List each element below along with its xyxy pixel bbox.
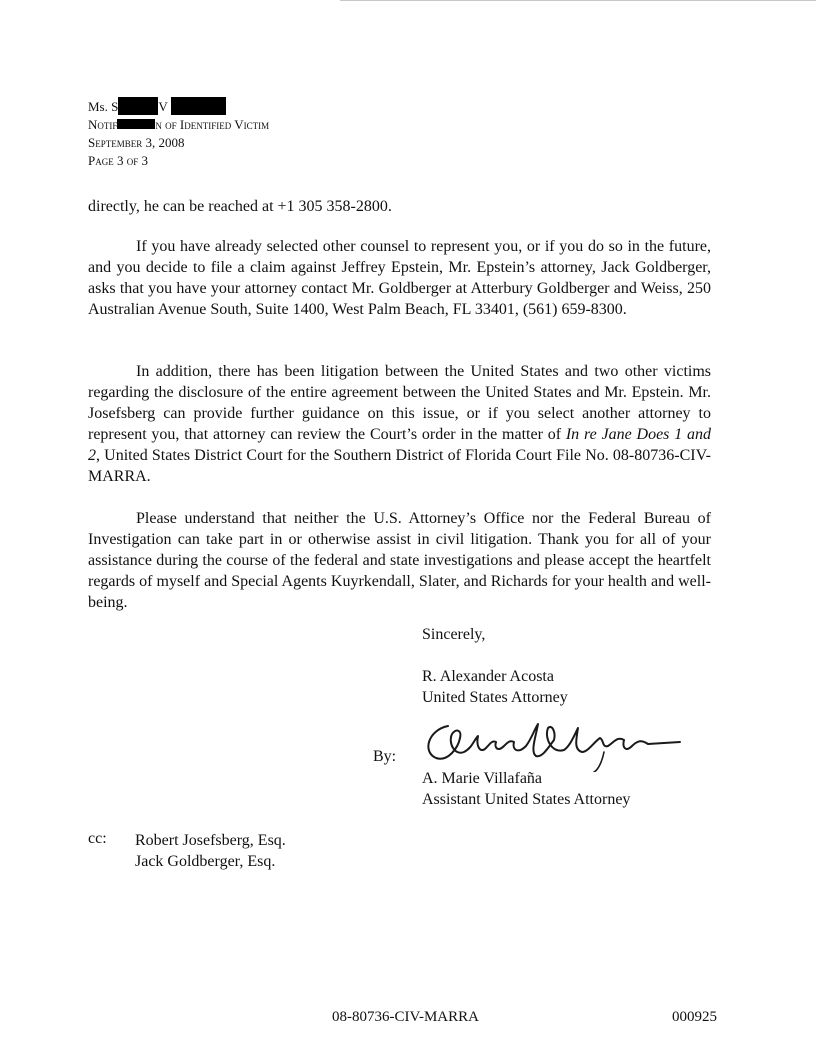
salutation: Sincerely, xyxy=(422,626,486,643)
signer-title: United States Attorney xyxy=(422,689,568,706)
paragraph-litigation: In addition, there has been litigation between the United States and two other victims regarding the disclosure of the entire agreement between the United States and Mr. Epstein. Mr. Josefsberg can provide further guidance on this issue, or if you select another attorney to represent you, that attorney can review the Court’s order in the matter of In re Jane Does 1 and 2, United States District Court for the Southern District of Florida Court File No. 08-80736-CIV-MARRA. xyxy=(88,363,712,485)
letter-date: September 3, 2008 xyxy=(88,135,185,150)
signer-name-2: A. Marie Villafaña xyxy=(422,770,543,787)
recipient-mid: V xyxy=(158,99,168,114)
cc-recipient: Robert Josefsberg, Esq. xyxy=(135,832,286,849)
letter-header xyxy=(88,97,269,170)
case-name: In re Jane Does 1 and 2 xyxy=(88,426,712,464)
redaction-box xyxy=(118,97,158,115)
cc-recipient: Jack Goldberger, Esq. xyxy=(135,853,276,870)
recipient-line xyxy=(88,97,269,116)
footer-bates-number: 000925 xyxy=(672,1009,717,1025)
footer-case-number: 08-80736-CIV-MARRA xyxy=(332,1009,479,1025)
continuation-line: directly, he can be reached at +1 305 358-2800. xyxy=(88,198,392,215)
cc-label: cc: xyxy=(88,830,107,847)
signer-title-2: Assistant United States Attorney xyxy=(422,791,631,808)
cc-list xyxy=(135,830,286,872)
subject-line: Notif n of Identified Victim xyxy=(88,117,270,132)
redaction-box xyxy=(171,97,226,115)
paragraph-counsel: If you have already selected other counsel to represent you, or if you do so in the future, and you decide to file a claim against Jeffrey Epstein, Mr. Epstein’s attorney, Jack Goldberger, asks that you have your attorney contact Mr. Goldberger at Atterbury Goldberger and Weiss, 250 Australian Avenue South, Suite 1400, West Palm Beach, FL 33401, (561) 659-8300. xyxy=(88,238,711,318)
recipient-prefix: Ms. S xyxy=(88,99,119,114)
handwritten-signature xyxy=(418,712,683,772)
paragraph-closing: Please understand that neither the U.S. Attorney’s Office nor the Federal Bureau of Investigation can take part in or otherwise assist in civil litigation. Thank you for all of your assistance during the course of the federal and state investigations and please accept the heartfelt regards of myself and Special Agents Kuyrkendall, Slater, and Richards for your health and well-being. xyxy=(88,510,711,611)
scan-edge-line xyxy=(340,0,816,1)
signer-name: R. Alexander Acosta xyxy=(422,668,554,685)
page-indicator: Page 3 of 3 xyxy=(88,153,148,168)
by-label: By: xyxy=(373,748,397,765)
redaction-box xyxy=(117,119,155,129)
